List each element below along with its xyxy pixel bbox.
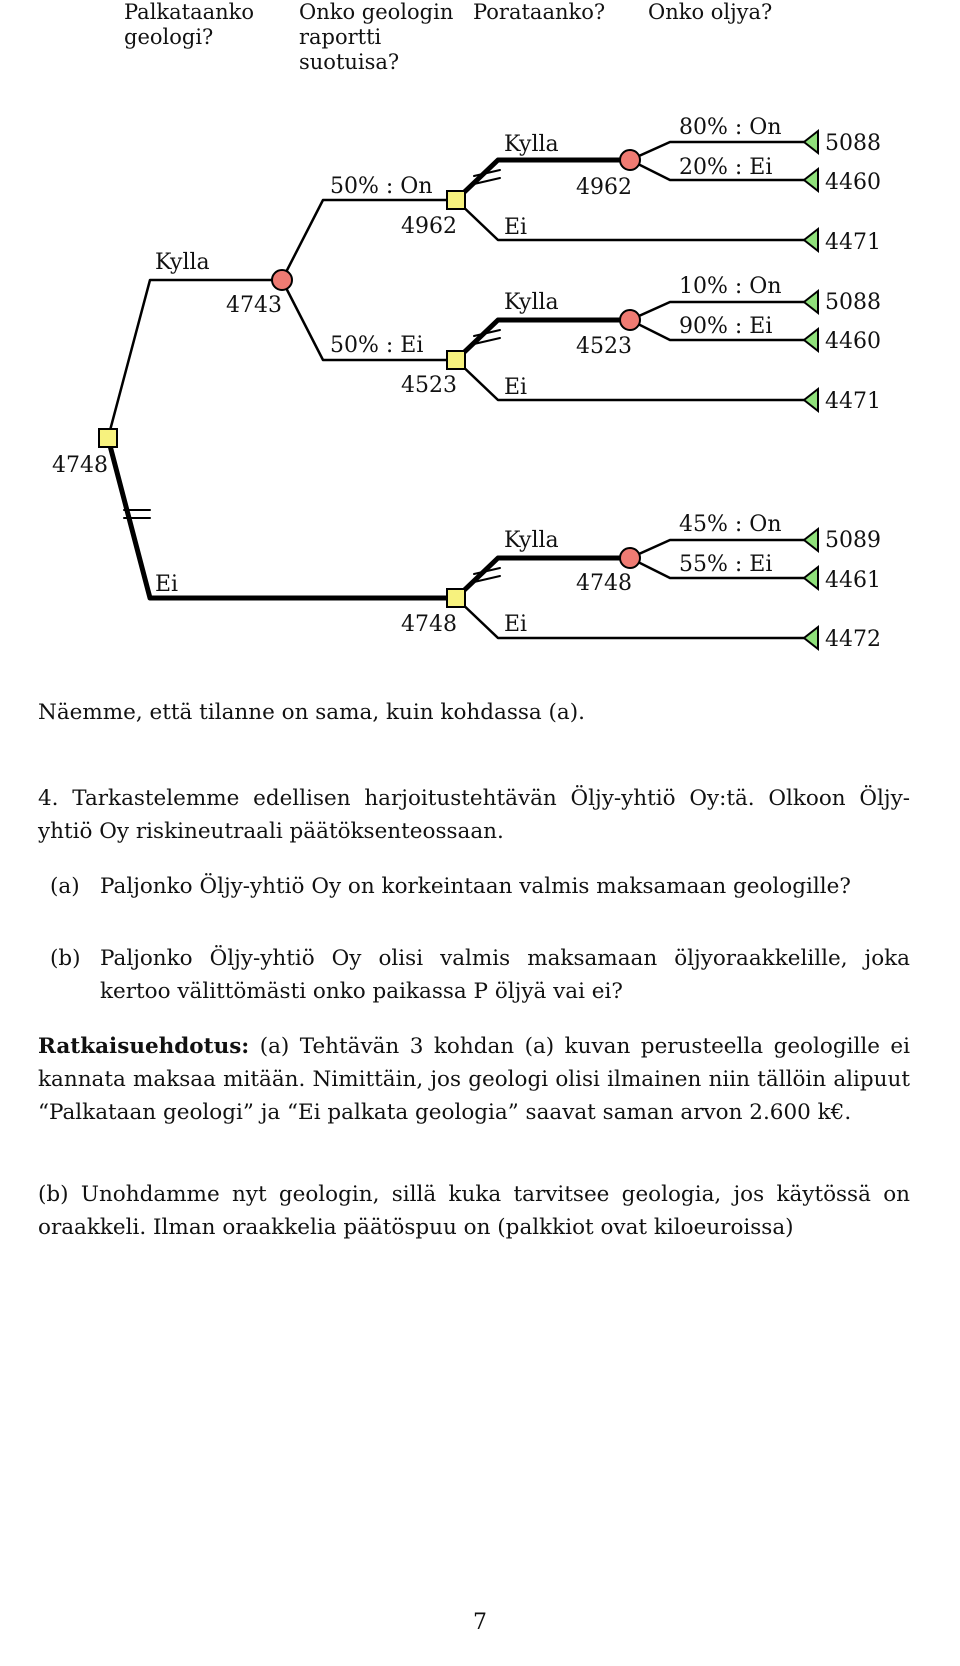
question-b-text: Paljonko Öljy-yhtiö Oy olisi valmis maksamaan öljyoraakkelille, joka kertoo välittömästi onko paikassa P öljyä vai ei? — [100, 946, 910, 1004]
chance-1-ei: 20% : Ei — [679, 155, 773, 180]
payoff-1: 5088 — [825, 131, 881, 156]
chance-1-value: 4962 — [576, 175, 632, 200]
solution-a-text: (a) Tehtävän 3 kohdan (a) kuvan perusteella geologille ei kannata maksaa mitään. Nimittäin, jos geologi olisi ilmainen niin tällöin alipuut “Palkataan geologi” ja “Ei palkata geologia” saavat saman arvon 2.600 k€. — [38, 1034, 910, 1125]
unfavorable-value: 4523 — [401, 373, 457, 398]
header-report-favorable: Onko geologin raportti suotuisa? — [299, 0, 454, 74]
decision-node-unfavorable — [447, 351, 465, 369]
header-drill: Porataanko? — [473, 0, 606, 24]
payoff-6: 4471 — [825, 389, 881, 414]
page-number: 7 — [473, 1610, 487, 1635]
nohire-drill-yes: Kylla — [504, 528, 559, 553]
unfav-drill-no: Ei — [504, 375, 528, 400]
no-hire-value: 4748 — [401, 612, 457, 637]
chance-node-oil-2 — [620, 310, 640, 330]
payoff-9: 4472 — [825, 627, 881, 652]
edge-favorable — [282, 200, 456, 280]
unfav-drill-yes: Kylla — [504, 290, 559, 315]
payoff-8: 4461 — [825, 568, 881, 593]
chance-3-value: 4748 — [576, 571, 632, 596]
payoff-7: 5089 — [825, 528, 881, 553]
fav-drill-yes: Kylla — [504, 132, 559, 157]
chance-node-report — [272, 270, 292, 290]
chance-2-value: 4523 — [576, 334, 632, 359]
question-a-label: (a) — [50, 874, 80, 899]
chance-2-on: 10% : On — [679, 274, 782, 299]
terminal-node-7 — [804, 529, 818, 551]
terminal-node-8 — [804, 567, 818, 589]
decision-tree — [0, 0, 960, 720]
chance-node-oil-3 — [620, 548, 640, 568]
chance-1-on: 80% : On — [679, 115, 782, 140]
terminal-node-2 — [804, 169, 818, 191]
terminal-node-4 — [804, 291, 818, 313]
solution-b-text: (b) Unohdamme nyt geologin, sillä kuka tarvitsee geologia, jos käytössä on oraakkeli. Ilman oraakkelia päätöspuu on (palkkiot ovat kiloeuroissa) — [38, 1182, 910, 1240]
terminal-node-6 — [804, 389, 818, 411]
terminal-node-5 — [804, 329, 818, 351]
hire-value: 4743 — [226, 293, 282, 318]
hire-edge-label: Kylla — [155, 250, 210, 275]
root-value: 4748 — [52, 453, 108, 478]
chance-3-on: 45% : On — [679, 512, 782, 537]
nohire-drill-no: Ei — [504, 612, 528, 637]
problem-statement: 4. Tarkastelemme edellisen harjoitustehtävän Öljy-yhtiö Oy:tä. Olkoon Öljy-yhtiö Oy riskineutraali päätöksenteossaan. — [38, 786, 910, 844]
question-a-text: Paljonko Öljy-yhtiö Oy on korkeintaan valmis maksamaan geologille? — [100, 874, 851, 899]
decision-node-favorable — [447, 191, 465, 209]
fav-drill-no: Ei — [504, 215, 528, 240]
payoff-2: 4460 — [825, 170, 881, 195]
header-oil: Onko oljya? — [648, 0, 773, 24]
terminal-node-1 — [804, 131, 818, 153]
payoff-3: 4471 — [825, 230, 881, 255]
question-b — [50, 942, 910, 1008]
solution-a — [38, 1030, 910, 1129]
favorable-prob: 50% : On — [330, 174, 433, 199]
no-hire-edge-label: Ei — [155, 572, 179, 597]
decision-node-no-hire — [447, 589, 465, 607]
decision-node-root — [99, 429, 117, 447]
chance-2-ei: 90% : Ei — [679, 314, 773, 339]
terminal-node-3 — [804, 229, 818, 251]
payoff-5: 4460 — [825, 329, 881, 354]
conclusion-text: Näemme, että tilanne on sama, kuin kohdassa (a). — [38, 700, 585, 725]
favorable-value: 4962 — [401, 214, 457, 239]
question-b-label: (b) — [50, 946, 81, 971]
chance-3-ei: 55% : Ei — [679, 552, 773, 577]
terminal-node-9 — [804, 627, 818, 649]
chance-node-oil-1 — [620, 150, 640, 170]
unfavorable-prob: 50% : Ei — [330, 333, 424, 358]
solution-heading: Ratkaisuehdotus: — [38, 1034, 250, 1059]
header-hire-geologist: Palkataanko geologi? — [124, 0, 255, 49]
payoff-4: 5088 — [825, 290, 881, 315]
question-a — [50, 870, 910, 903]
